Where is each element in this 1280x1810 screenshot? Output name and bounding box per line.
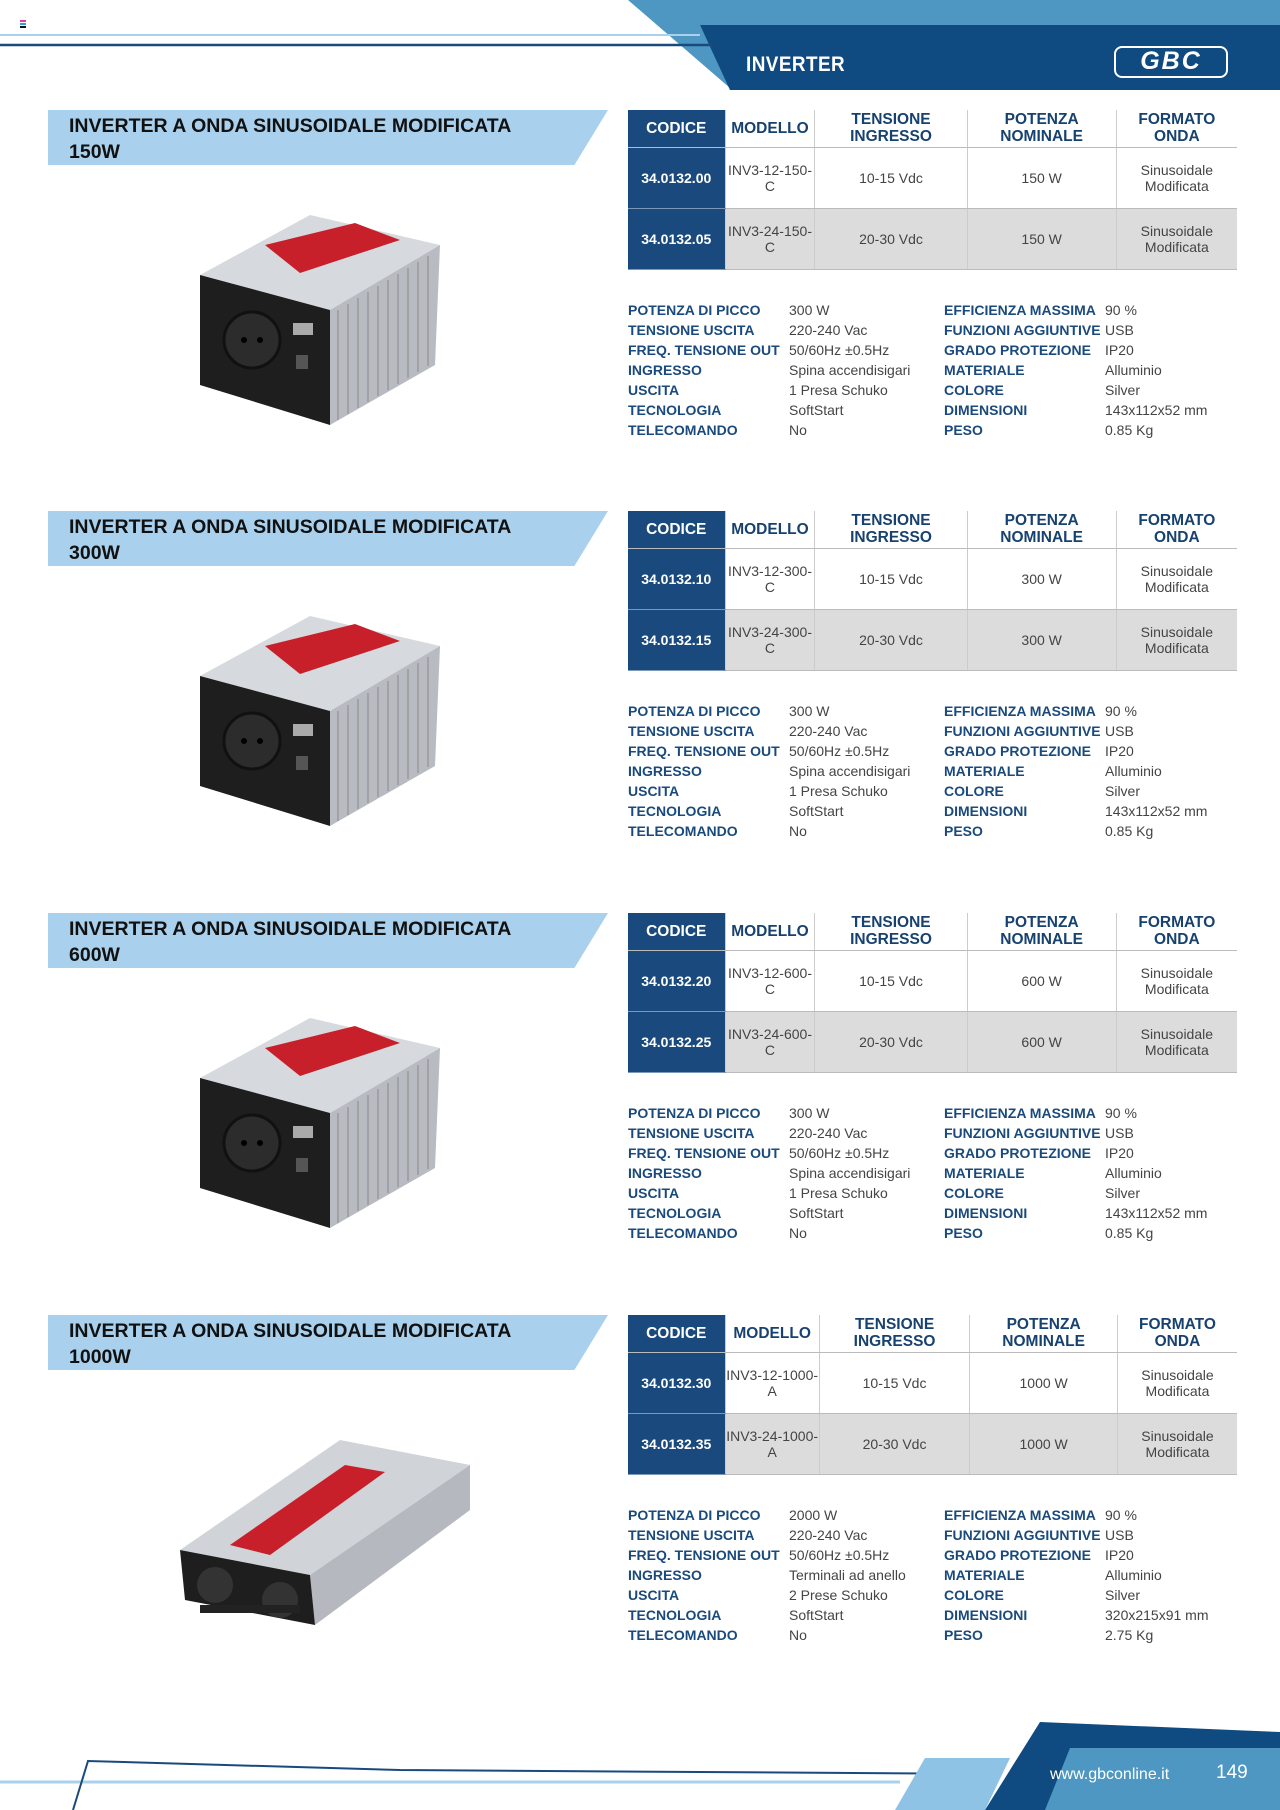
spec-value: 50/60Hz ±0.5Hz (789, 743, 890, 759)
spec-value: 2000 W (789, 1507, 838, 1523)
column-header: POTENZA NOMINALE (967, 511, 1116, 548)
spec-label: TECNOLOGIA (628, 402, 722, 418)
gbc-logo: GBC (1114, 46, 1228, 78)
spec-row (628, 1183, 1248, 1203)
spec-value: Alluminio (1105, 362, 1162, 378)
spec-value: 1 Presa Schuko (789, 783, 888, 799)
footer-decoration (0, 1700, 1280, 1810)
spec-label: TELECOMANDO (628, 422, 738, 438)
inverter-product-image (170, 606, 470, 831)
spec-label: GRADO PROTEZIONE (944, 1145, 1092, 1161)
table-row (628, 950, 1237, 1011)
spec-label: DIMENSIONI (944, 402, 1028, 418)
spec-label: PESO (944, 422, 983, 438)
spec-row (628, 1123, 1248, 1143)
column-header: TENSIONE INGRESSO (819, 1315, 970, 1352)
column-header: MODELLO (725, 1315, 819, 1352)
spec-label: TELECOMANDO (628, 1225, 738, 1241)
spec-value: USB (1105, 322, 1134, 338)
product-power: 150W (69, 141, 120, 163)
table-cell: 34.0132.20 (628, 950, 725, 1011)
table-cell: 10-15 Vdc (815, 147, 967, 208)
spec-row (628, 1223, 1248, 1243)
spec-label: EFFICIENZA MASSIMA (944, 302, 1096, 318)
column-header: POTENZA NOMINALE (970, 1315, 1118, 1352)
spec-label: POTENZA DI PICCO (628, 703, 761, 719)
spec-label: FUNZIONI AGGIUNTIVE (944, 1527, 1101, 1543)
column-header: FORMATO ONDA (1116, 511, 1237, 548)
spec-row (628, 1565, 1248, 1585)
product-power: 1000W (69, 1346, 131, 1368)
spec-label: USCITA (628, 783, 680, 799)
product-section (0, 913, 1280, 1313)
table-row (628, 208, 1237, 269)
table-cell: 300 W (967, 548, 1116, 609)
table-cell: 150 W (967, 208, 1116, 269)
spec-value: 1 Presa Schuko (789, 1185, 888, 1201)
spec-value: 300 W (789, 1105, 830, 1121)
spec-label: FREQ. TENSIONE OUT (628, 1145, 780, 1161)
spec-label: GRADO PROTEZIONE (944, 743, 1092, 759)
table-cell: Sinusoidale Modificata (1116, 1011, 1237, 1072)
spec-value: 220-240 Vac (789, 723, 868, 739)
spec-row (628, 400, 1248, 420)
table-row (628, 1352, 1237, 1413)
table-cell: Sinusoidale Modificata (1116, 548, 1237, 609)
spec-row (628, 781, 1248, 801)
table-cell: 300 W (967, 609, 1116, 670)
column-header: TENSIONE INGRESSO (815, 511, 967, 548)
spec-value: No (789, 1627, 807, 1643)
table-cell: INV3-12-150-C (725, 147, 815, 208)
column-header: FORMATO ONDA (1116, 110, 1237, 147)
spec-list (628, 300, 1248, 440)
table-cell: 34.0132.30 (628, 1352, 725, 1413)
spec-label: USCITA (628, 1185, 680, 1201)
spec-label: TENSIONE USCITA (628, 723, 755, 739)
spec-label: TENSIONE USCITA (628, 322, 755, 338)
table-cell: INV3-24-600-C (725, 1011, 815, 1072)
spec-label: MATERIALE (944, 763, 1025, 779)
column-header: TENSIONE INGRESSO (815, 913, 967, 950)
product-title (69, 916, 511, 968)
table-cell: INV3-12-300-C (725, 548, 815, 609)
spec-label: PESO (944, 1627, 983, 1643)
column-header: MODELLO (725, 913, 815, 950)
spec-value: IP20 (1105, 743, 1134, 759)
spec-value: USB (1105, 1527, 1134, 1543)
spec-label: TECNOLOGIA (628, 1607, 722, 1623)
spec-label: DIMENSIONI (944, 1607, 1028, 1623)
spec-row (628, 801, 1248, 821)
spec-label: GRADO PROTEZIONE (944, 342, 1092, 358)
table-cell: 20-30 Vdc (815, 1011, 967, 1072)
spec-label: FUNZIONI AGGIUNTIVE (944, 322, 1101, 338)
column-header: POTENZA NOMINALE (967, 110, 1116, 147)
spec-label: FUNZIONI AGGIUNTIVE (944, 723, 1101, 739)
inverter-product-image (170, 205, 470, 430)
spec-value: Spina accendisigari (789, 1165, 911, 1181)
spec-value: Terminali ad anello (789, 1567, 906, 1583)
product-title (69, 1318, 511, 1370)
spec-row (628, 1143, 1248, 1163)
product-title-text: INVERTER A ONDA SINUSOIDALE MODIFICATA (69, 516, 512, 538)
spec-label: EFFICIENZA MASSIMA (944, 703, 1096, 719)
spec-label: DIMENSIONI (944, 803, 1028, 819)
spec-value: 220-240 Vac (789, 1125, 868, 1141)
spec-value: Silver (1105, 1185, 1141, 1201)
spec-value: 90 % (1105, 1105, 1137, 1121)
spec-label: EFFICIENZA MASSIMA (944, 1105, 1096, 1121)
table-cell: 20-30 Vdc (819, 1413, 970, 1474)
spec-value: No (789, 422, 807, 438)
spec-value: 1 Presa Schuko (789, 382, 888, 398)
spec-label: INGRESSO (628, 1567, 702, 1583)
table-cell: Sinusoidale Modificata (1117, 1413, 1237, 1474)
table-cell: 10-15 Vdc (815, 950, 967, 1011)
spec-row (628, 1605, 1248, 1625)
spec-value: No (789, 1225, 807, 1241)
table-row (628, 548, 1237, 609)
column-header: TENSIONE INGRESSO (815, 110, 967, 147)
table-cell: 600 W (967, 1011, 1116, 1072)
table-cell: INV3-12-600-C (725, 950, 815, 1011)
spec-value: Silver (1105, 1587, 1141, 1603)
product-section (0, 1315, 1280, 1715)
table-row (628, 1413, 1237, 1474)
table-cell: INV3-12-1000-A (725, 1352, 819, 1413)
spec-label: POTENZA DI PICCO (628, 1105, 761, 1121)
product-table (628, 1315, 1237, 1475)
table-cell: Sinusoidale Modificata (1116, 609, 1237, 670)
spec-value: 2.75 Kg (1105, 1627, 1154, 1643)
spec-row (628, 1203, 1248, 1223)
product-table (628, 110, 1237, 270)
table-row (628, 609, 1237, 670)
column-header: POTENZA NOMINALE (967, 913, 1116, 950)
column-header: CODICE (628, 913, 725, 950)
table-cell: Sinusoidale Modificata (1117, 1352, 1237, 1413)
table-row (628, 1011, 1237, 1072)
spec-row (628, 380, 1248, 400)
spec-row (628, 701, 1248, 721)
spec-value: SoftStart (789, 803, 844, 819)
spec-row (628, 1505, 1248, 1525)
spec-label: MATERIALE (944, 1567, 1025, 1583)
table-cell: 20-30 Vdc (815, 609, 967, 670)
spec-value: IP20 (1105, 342, 1134, 358)
website-link[interactable]: www.gbconline.it (1050, 1766, 1170, 1783)
spec-value: No (789, 823, 807, 839)
product-title-text: INVERTER A ONDA SINUSOIDALE MODIFICATA (69, 918, 512, 940)
spec-value: 90 % (1105, 1507, 1137, 1523)
table-cell: 34.0132.10 (628, 548, 725, 609)
product-table (628, 913, 1237, 1073)
spec-label: FREQ. TENSIONE OUT (628, 743, 780, 759)
spec-label: POTENZA DI PICCO (628, 1507, 761, 1523)
table-cell: 34.0132.25 (628, 1011, 725, 1072)
table-cell: Sinusoidale Modificata (1116, 950, 1237, 1011)
spec-list (628, 701, 1248, 841)
table-cell: 150 W (967, 147, 1116, 208)
spec-value: 300 W (789, 302, 830, 318)
spec-value: SoftStart (789, 1607, 844, 1623)
spec-value: 50/60Hz ±0.5Hz (789, 1547, 890, 1563)
table-cell: 34.0132.00 (628, 147, 725, 208)
spec-label: TECNOLOGIA (628, 1205, 722, 1221)
spec-value: Silver (1105, 382, 1141, 398)
spec-row (628, 741, 1248, 761)
product-power: 600W (69, 944, 120, 966)
spec-value: Alluminio (1105, 763, 1162, 779)
inverter-product-image (170, 1410, 470, 1635)
spec-label: COLORE (944, 1587, 1004, 1603)
spec-label: TENSIONE USCITA (628, 1527, 755, 1543)
spec-label: FUNZIONI AGGIUNTIVE (944, 1125, 1101, 1141)
column-header: MODELLO (725, 511, 815, 548)
spec-label: INGRESSO (628, 763, 702, 779)
column-header: MODELLO (725, 110, 815, 147)
spec-label: FREQ. TENSIONE OUT (628, 342, 780, 358)
spec-row (628, 420, 1248, 440)
spec-value: 50/60Hz ±0.5Hz (789, 342, 890, 358)
spec-value: USB (1105, 723, 1134, 739)
spec-row (628, 721, 1248, 741)
spec-value: IP20 (1105, 1145, 1134, 1161)
spec-value: 0.85 Kg (1105, 1225, 1154, 1241)
spec-value: 300 W (789, 703, 830, 719)
product-title-text: INVERTER A ONDA SINUSOIDALE MODIFICATA (69, 115, 512, 137)
product-title (69, 514, 511, 566)
spec-label: TENSIONE USCITA (628, 1125, 755, 1141)
spec-value: 90 % (1105, 703, 1137, 719)
spec-row (628, 1585, 1248, 1605)
table-row (628, 147, 1237, 208)
spec-value: 0.85 Kg (1105, 422, 1154, 438)
spec-value: Silver (1105, 783, 1141, 799)
product-section (0, 511, 1280, 911)
spec-label: EFFICIENZA MASSIMA (944, 1507, 1096, 1523)
spec-label: COLORE (944, 783, 1004, 799)
spec-label: INGRESSO (628, 1165, 702, 1181)
column-header: FORMATO ONDA (1117, 1315, 1237, 1352)
spec-row (628, 360, 1248, 380)
spec-label: MATERIALE (944, 1165, 1025, 1181)
product-power: 300W (69, 542, 120, 564)
spec-value: 320x215x91 mm (1105, 1607, 1209, 1623)
table-cell: 10-15 Vdc (815, 548, 967, 609)
spec-label: FREQ. TENSIONE OUT (628, 1547, 780, 1563)
spec-label: TELECOMANDO (628, 823, 738, 839)
spec-row (628, 1625, 1248, 1645)
spec-row (628, 300, 1248, 320)
spec-value: SoftStart (789, 1205, 844, 1221)
spec-row (628, 821, 1248, 841)
spec-value: Alluminio (1105, 1567, 1162, 1583)
spec-value: Spina accendisigari (789, 362, 911, 378)
spec-label: GRADO PROTEZIONE (944, 1547, 1092, 1563)
column-header: FORMATO ONDA (1116, 913, 1237, 950)
spec-label: PESO (944, 1225, 983, 1241)
spec-label: DIMENSIONI (944, 1205, 1028, 1221)
spec-row (628, 320, 1248, 340)
table-cell: INV3-24-150-C (725, 208, 815, 269)
spec-list (628, 1505, 1248, 1645)
product-title (69, 113, 511, 165)
spec-row (628, 1163, 1248, 1183)
spec-label: PESO (944, 823, 983, 839)
spec-row (628, 1525, 1248, 1545)
table-cell: 600 W (967, 950, 1116, 1011)
spec-label: COLORE (944, 382, 1004, 398)
table-cell: 34.0132.15 (628, 609, 725, 670)
table-cell: INV3-24-300-C (725, 609, 815, 670)
spec-value: SoftStart (789, 402, 844, 418)
spec-value: Spina accendisigari (789, 763, 911, 779)
column-header: CODICE (628, 511, 725, 548)
table-cell: 20-30 Vdc (815, 208, 967, 269)
table-cell: Sinusoidale Modificata (1116, 147, 1237, 208)
page-number: 149 (1216, 1762, 1248, 1783)
spec-value: 143x112x52 mm (1105, 803, 1208, 819)
spec-label: MATERIALE (944, 362, 1025, 378)
table-cell: INV3-24-1000-A (725, 1413, 819, 1474)
spec-row (628, 1545, 1248, 1565)
product-section (0, 110, 1280, 510)
spec-label: USCITA (628, 1587, 680, 1603)
spec-value: 143x112x52 mm (1105, 1205, 1208, 1221)
spec-value: 220-240 Vac (789, 322, 868, 338)
spec-list (628, 1103, 1248, 1243)
spec-value: 2 Prese Schuko (789, 1587, 888, 1603)
table-cell: 10-15 Vdc (819, 1352, 970, 1413)
spec-value: 220-240 Vac (789, 1527, 868, 1543)
spec-label: COLORE (944, 1185, 1004, 1201)
product-title-text: INVERTER A ONDA SINUSOIDALE MODIFICATA (69, 1320, 512, 1342)
column-header: CODICE (628, 110, 725, 147)
spec-label: TELECOMANDO (628, 1627, 738, 1643)
spec-row (628, 761, 1248, 781)
product-table (628, 511, 1237, 671)
spec-value: 143x112x52 mm (1105, 402, 1208, 418)
spec-label: POTENZA DI PICCO (628, 302, 761, 318)
table-cell: 34.0132.05 (628, 208, 725, 269)
spec-value: USB (1105, 1125, 1134, 1141)
spec-value: 90 % (1105, 302, 1137, 318)
table-cell: 1000 W (970, 1352, 1118, 1413)
table-cell: 34.0132.35 (628, 1413, 725, 1474)
spec-value: 0.85 Kg (1105, 823, 1154, 839)
column-header: CODICE (628, 1315, 725, 1352)
spec-value: Alluminio (1105, 1165, 1162, 1181)
category-title: INVERTER (746, 53, 846, 76)
header-decoration (0, 0, 1280, 95)
spec-row (628, 340, 1248, 360)
inverter-product-image (170, 1008, 470, 1233)
spec-label: INGRESSO (628, 362, 702, 378)
spec-value: 50/60Hz ±0.5Hz (789, 1145, 890, 1161)
table-cell: 1000 W (970, 1413, 1118, 1474)
spec-value: IP20 (1105, 1547, 1134, 1563)
spec-label: USCITA (628, 382, 680, 398)
table-cell: Sinusoidale Modificata (1116, 208, 1237, 269)
spec-row (628, 1103, 1248, 1123)
spec-label: TECNOLOGIA (628, 803, 722, 819)
